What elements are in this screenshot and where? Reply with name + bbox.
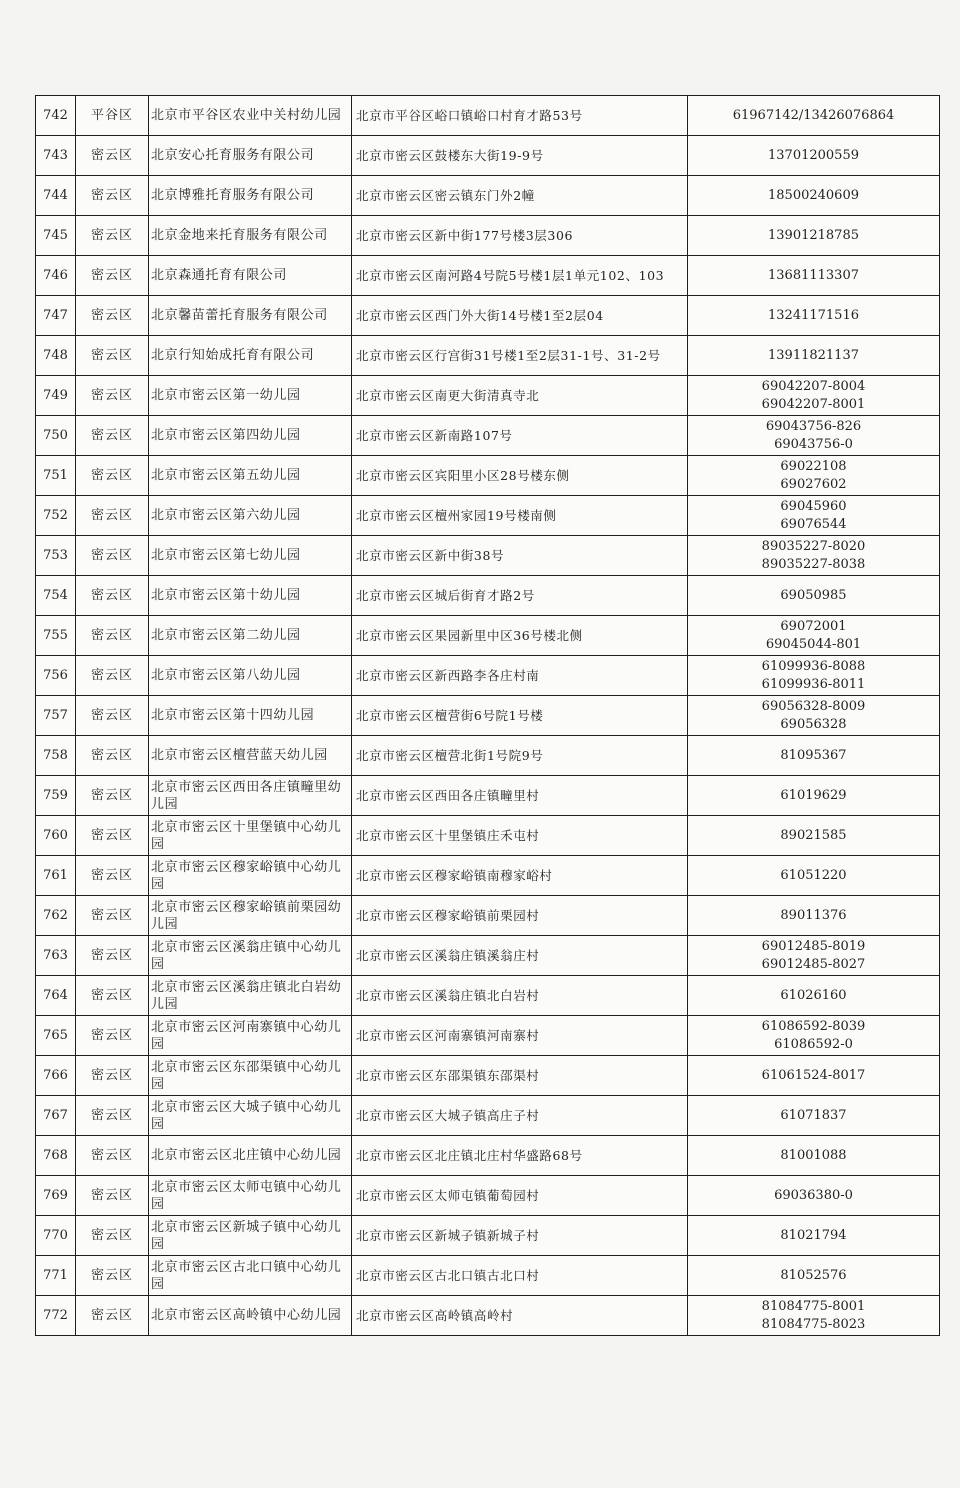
address-cell: 北京市密云区新中街38号 <box>352 536 688 576</box>
phone-number: 69056328-8009 <box>761 698 866 714</box>
row-number-cell: 763 <box>36 936 76 976</box>
district-cell: 密云区 <box>76 496 149 536</box>
phone-number: 81021794 <box>780 1227 847 1243</box>
phone-cell <box>688 296 940 336</box>
district-cell: 密云区 <box>76 1016 149 1056</box>
row-number-cell: 750 <box>36 416 76 456</box>
table-row <box>36 336 940 376</box>
table-row <box>36 816 940 856</box>
table-row <box>36 176 940 216</box>
row-number-cell: 744 <box>36 176 76 216</box>
phone-cell <box>688 1136 940 1176</box>
row-number-cell: 743 <box>36 136 76 176</box>
row-number-cell: 757 <box>36 696 76 736</box>
institution-name-cell: 北京市密云区第七幼儿园 <box>149 536 352 576</box>
table-row <box>36 736 940 776</box>
phone-cell <box>688 696 940 736</box>
district-cell: 密云区 <box>76 936 149 976</box>
phone-cell <box>688 1256 940 1296</box>
row-number-cell: 748 <box>36 336 76 376</box>
phone-number: 69042207-8004 <box>761 378 866 394</box>
phone-number: 69050985 <box>780 587 847 603</box>
phone-cell <box>688 936 940 976</box>
row-number-cell: 752 <box>36 496 76 536</box>
phone-cell <box>688 256 940 296</box>
address-cell: 北京市平谷区峪口镇峪口村育才路53号 <box>352 96 688 136</box>
row-number-cell: 758 <box>36 736 76 776</box>
phone-cell <box>688 896 940 936</box>
institution-name-cell: 北京安心托育服务有限公司 <box>149 136 352 176</box>
address-cell: 北京市密云区宾阳里小区28号楼东侧 <box>352 456 688 496</box>
phone-number: 89021585 <box>780 827 847 843</box>
institution-name-cell: 北京市密云区檀营蓝天幼儿园 <box>149 736 352 776</box>
institution-name-cell: 北京市密云区穆家峪镇中心幼儿园 <box>149 856 352 896</box>
phone-number: 69043756-826 <box>765 418 862 434</box>
phone-number: 69072001 <box>780 618 847 634</box>
district-cell: 密云区 <box>76 1056 149 1096</box>
row-number-cell: 755 <box>36 616 76 656</box>
phone-cell <box>688 1096 940 1136</box>
table-row <box>36 96 940 136</box>
institution-name-cell: 北京金地来托育服务有限公司 <box>149 216 352 256</box>
address-cell: 北京市密云区密云镇东门外2幢 <box>352 176 688 216</box>
institution-name-cell: 北京市密云区第六幼儿园 <box>149 496 352 536</box>
district-cell: 密云区 <box>76 976 149 1016</box>
table-body <box>36 96 940 1336</box>
phone-cell <box>688 856 940 896</box>
district-cell: 密云区 <box>76 696 149 736</box>
row-number-cell: 747 <box>36 296 76 336</box>
phone-number: 69012485-8027 <box>761 956 866 972</box>
institution-name-cell: 北京市密云区新城子镇中心幼儿园 <box>149 1216 352 1256</box>
phone-cell <box>688 176 940 216</box>
institution-name-cell: 北京市密云区第五幼儿园 <box>149 456 352 496</box>
row-number-cell: 753 <box>36 536 76 576</box>
table-row <box>36 616 940 656</box>
district-cell: 密云区 <box>76 336 149 376</box>
phone-number: 69027602 <box>780 476 847 492</box>
phone-number: 69056328 <box>780 716 847 732</box>
row-number-cell: 772 <box>36 1296 76 1336</box>
row-number-cell: 746 <box>36 256 76 296</box>
phone-cell <box>688 96 940 136</box>
phone-cell <box>688 616 940 656</box>
address-cell: 北京市密云区南更大街清真寺北 <box>352 376 688 416</box>
address-cell: 北京市密云区檀州家园19号楼南侧 <box>352 496 688 536</box>
row-number-cell: 768 <box>36 1136 76 1176</box>
table-row <box>36 936 940 976</box>
address-cell: 北京市密云区新城子镇新城子村 <box>352 1216 688 1256</box>
institution-name-cell: 北京市密云区河南寨镇中心幼儿园 <box>149 1016 352 1056</box>
phone-cell <box>688 576 940 616</box>
phone-number: 13681113307 <box>768 267 859 283</box>
row-number-cell: 766 <box>36 1056 76 1096</box>
table-row <box>36 656 940 696</box>
address-cell: 北京市密云区河南寨镇河南寨村 <box>352 1016 688 1056</box>
phone-cell <box>688 336 940 376</box>
phone-number: 89011376 <box>780 907 847 923</box>
row-number-cell: 771 <box>36 1256 76 1296</box>
address-cell: 北京市密云区溪翁庄镇北白岩村 <box>352 976 688 1016</box>
row-number-cell: 761 <box>36 856 76 896</box>
phone-number: 81095367 <box>780 747 847 763</box>
district-cell: 密云区 <box>76 136 149 176</box>
phone-cell <box>688 776 940 816</box>
phone-number: 61967142/13426076864 <box>732 107 895 123</box>
phone-number: 69076544 <box>780 516 847 532</box>
table-row <box>36 1096 940 1136</box>
row-number-cell: 767 <box>36 1096 76 1136</box>
phone-cell <box>688 1016 940 1056</box>
address-cell: 北京市密云区北庄镇北庄村华盛路68号 <box>352 1136 688 1176</box>
address-cell: 北京市密云区南河路4号院5号楼1层1单元102、103 <box>352 256 688 296</box>
address-cell: 北京市密云区溪翁庄镇溪翁庄村 <box>352 936 688 976</box>
institution-name-cell: 北京市密云区第八幼儿园 <box>149 656 352 696</box>
institution-name-cell: 北京市密云区溪翁庄镇中心幼儿园 <box>149 936 352 976</box>
row-number-cell: 754 <box>36 576 76 616</box>
kindergarten-table <box>35 95 940 1336</box>
table-row <box>36 1056 940 1096</box>
institution-name-cell: 北京市密云区十里堡镇中心幼儿园 <box>149 816 352 856</box>
phone-number: 69012485-8019 <box>761 938 866 954</box>
table-row <box>36 976 940 1016</box>
address-cell: 北京市密云区果园新里中区36号楼北侧 <box>352 616 688 656</box>
address-cell: 北京市密云区高岭镇高岭村 <box>352 1296 688 1336</box>
table-row <box>36 1216 940 1256</box>
table-row <box>36 496 940 536</box>
district-cell: 密云区 <box>76 256 149 296</box>
table-row <box>36 1016 940 1056</box>
phone-number: 61051220 <box>780 867 847 883</box>
district-cell: 平谷区 <box>76 96 149 136</box>
phone-cell <box>688 816 940 856</box>
phone-number: 69045044-801 <box>765 636 862 652</box>
address-cell: 北京市密云区东邵渠镇东邵渠村 <box>352 1056 688 1096</box>
institution-name-cell: 北京市密云区穆家峪镇前栗园幼儿园 <box>149 896 352 936</box>
phone-number: 81084775-8001 <box>761 1298 866 1314</box>
table-row <box>36 1176 940 1216</box>
institution-name-cell: 北京市平谷区农业中关村幼儿园 <box>149 96 352 136</box>
row-number-cell: 770 <box>36 1216 76 1256</box>
address-cell: 北京市密云区行宫街31号楼1至2层31-1号、31-2号 <box>352 336 688 376</box>
phone-number: 13901218785 <box>768 227 859 243</box>
institution-name-cell: 北京市密云区第十幼儿园 <box>149 576 352 616</box>
table-row <box>36 296 940 336</box>
row-number-cell: 760 <box>36 816 76 856</box>
district-cell: 密云区 <box>76 1136 149 1176</box>
address-cell: 北京市密云区西门外大街14号楼1至2层04 <box>352 296 688 336</box>
phone-number: 61086592-8039 <box>761 1018 866 1034</box>
table-row <box>36 456 940 496</box>
district-cell: 密云区 <box>76 616 149 656</box>
row-number-cell: 764 <box>36 976 76 1016</box>
district-cell: 密云区 <box>76 1096 149 1136</box>
table-row <box>36 136 940 176</box>
table-row <box>36 776 940 816</box>
district-cell: 密云区 <box>76 1296 149 1336</box>
institution-name-cell: 北京市密云区第二幼儿园 <box>149 616 352 656</box>
district-cell: 密云区 <box>76 536 149 576</box>
address-cell: 北京市密云区新南路107号 <box>352 416 688 456</box>
phone-cell <box>688 1296 940 1336</box>
institution-name-cell: 北京市密云区第一幼儿园 <box>149 376 352 416</box>
district-cell: 密云区 <box>76 1256 149 1296</box>
phone-cell <box>688 1056 940 1096</box>
row-number-cell: 742 <box>36 96 76 136</box>
district-cell: 密云区 <box>76 576 149 616</box>
district-cell: 密云区 <box>76 376 149 416</box>
row-number-cell: 762 <box>36 896 76 936</box>
row-number-cell: 745 <box>36 216 76 256</box>
table-row <box>36 896 940 936</box>
phone-cell <box>688 1176 940 1216</box>
phone-number: 61019629 <box>780 787 847 803</box>
phone-cell <box>688 376 940 416</box>
phone-number: 61061524-8017 <box>761 1067 866 1083</box>
institution-name-cell: 北京市密云区太师屯镇中心幼儿园 <box>149 1176 352 1216</box>
phone-cell <box>688 536 940 576</box>
address-cell: 北京市密云区鼓楼东大街19-9号 <box>352 136 688 176</box>
row-number-cell: 769 <box>36 1176 76 1216</box>
phone-number: 81001088 <box>780 1147 847 1163</box>
phone-number: 89035227-8038 <box>761 556 866 572</box>
phone-number: 69022108 <box>780 458 847 474</box>
phone-number: 61099936-8088 <box>761 658 866 674</box>
institution-name-cell: 北京森通托育有限公司 <box>149 256 352 296</box>
table-row <box>36 536 940 576</box>
institution-name-cell: 北京市密云区高岭镇中心幼儿园 <box>149 1296 352 1336</box>
phone-cell <box>688 656 940 696</box>
district-cell: 密云区 <box>76 176 149 216</box>
address-cell: 北京市密云区城后街育才路2号 <box>352 576 688 616</box>
phone-number: 13241171516 <box>768 307 859 323</box>
row-number-cell: 756 <box>36 656 76 696</box>
phone-number: 69043756-0 <box>774 436 853 452</box>
address-cell: 北京市密云区新中街177号楼3层306 <box>352 216 688 256</box>
district-cell: 密云区 <box>76 656 149 696</box>
district-cell: 密云区 <box>76 1176 149 1216</box>
table-row <box>36 856 940 896</box>
row-number-cell: 751 <box>36 456 76 496</box>
phone-number: 13701200559 <box>768 147 859 163</box>
institution-name-cell: 北京博雅托育服务有限公司 <box>149 176 352 216</box>
table-row <box>36 1136 940 1176</box>
phone-number: 81084775-8023 <box>761 1316 866 1332</box>
institution-name-cell: 北京市密云区古北口镇中心幼儿园 <box>149 1256 352 1296</box>
phone-number: 61099936-8011 <box>761 676 866 692</box>
address-cell: 北京市密云区十里堡镇庄禾屯村 <box>352 816 688 856</box>
phone-cell <box>688 976 940 1016</box>
district-cell: 密云区 <box>76 296 149 336</box>
district-cell: 密云区 <box>76 856 149 896</box>
phone-number: 18500240609 <box>768 187 859 203</box>
table-row <box>36 256 940 296</box>
district-cell: 密云区 <box>76 1216 149 1256</box>
phone-number: 13911821137 <box>768 347 859 363</box>
institution-name-cell: 北京市密云区溪翁庄镇北白岩幼儿园 <box>149 976 352 1016</box>
institution-name-cell: 北京市密云区西田各庄镇疃里幼儿园 <box>149 776 352 816</box>
table-row <box>36 1256 940 1296</box>
district-cell: 密云区 <box>76 416 149 456</box>
phone-cell <box>688 1216 940 1256</box>
address-cell: 北京市密云区檀营北街1号院9号 <box>352 736 688 776</box>
table-row <box>36 696 940 736</box>
institution-name-cell: 北京市密云区第四幼儿园 <box>149 416 352 456</box>
district-cell: 密云区 <box>76 776 149 816</box>
address-cell: 北京市密云区穆家峪镇前栗园村 <box>352 896 688 936</box>
district-cell: 密云区 <box>76 816 149 856</box>
phone-number: 89035227-8020 <box>761 538 866 554</box>
institution-name-cell: 北京馨苗蕾托育服务有限公司 <box>149 296 352 336</box>
phone-number: 61071837 <box>780 1107 847 1123</box>
table-row <box>36 376 940 416</box>
phone-cell <box>688 496 940 536</box>
phone-cell <box>688 456 940 496</box>
table-row <box>36 576 940 616</box>
table-row <box>36 1296 940 1336</box>
address-cell: 北京市密云区太师屯镇葡萄园村 <box>352 1176 688 1216</box>
row-number-cell: 749 <box>36 376 76 416</box>
address-cell: 北京市密云区穆家峪镇南穆家峪村 <box>352 856 688 896</box>
table-row <box>36 416 940 456</box>
phone-cell <box>688 416 940 456</box>
institution-name-cell: 北京市密云区第十四幼儿园 <box>149 696 352 736</box>
institution-name-cell: 北京市密云区北庄镇中心幼儿园 <box>149 1136 352 1176</box>
phone-number: 69036380-0 <box>774 1187 853 1203</box>
phone-number: 61086592-0 <box>774 1036 853 1052</box>
phone-number: 69045960 <box>780 498 847 514</box>
district-cell: 密云区 <box>76 216 149 256</box>
phone-number: 69042207-8001 <box>761 396 866 412</box>
district-cell: 密云区 <box>76 456 149 496</box>
row-number-cell: 759 <box>36 776 76 816</box>
institution-name-cell: 北京市密云区大城子镇中心幼儿园 <box>149 1096 352 1136</box>
district-cell: 密云区 <box>76 896 149 936</box>
address-cell: 北京市密云区大城子镇高庄子村 <box>352 1096 688 1136</box>
phone-cell <box>688 216 940 256</box>
address-cell: 北京市密云区檀营街6号院1号楼 <box>352 696 688 736</box>
district-cell: 密云区 <box>76 736 149 776</box>
phone-cell <box>688 136 940 176</box>
institution-name-cell: 北京行知始成托育有限公司 <box>149 336 352 376</box>
address-cell: 北京市密云区古北口镇古北口村 <box>352 1256 688 1296</box>
phone-cell <box>688 736 940 776</box>
phone-number: 61026160 <box>780 987 847 1003</box>
institution-name-cell: 北京市密云区东邵渠镇中心幼儿园 <box>149 1056 352 1096</box>
phone-number: 81052576 <box>780 1267 847 1283</box>
address-cell: 北京市密云区西田各庄镇疃里村 <box>352 776 688 816</box>
table-row <box>36 216 940 256</box>
row-number-cell: 765 <box>36 1016 76 1056</box>
address-cell: 北京市密云区新西路李各庄村南 <box>352 656 688 696</box>
